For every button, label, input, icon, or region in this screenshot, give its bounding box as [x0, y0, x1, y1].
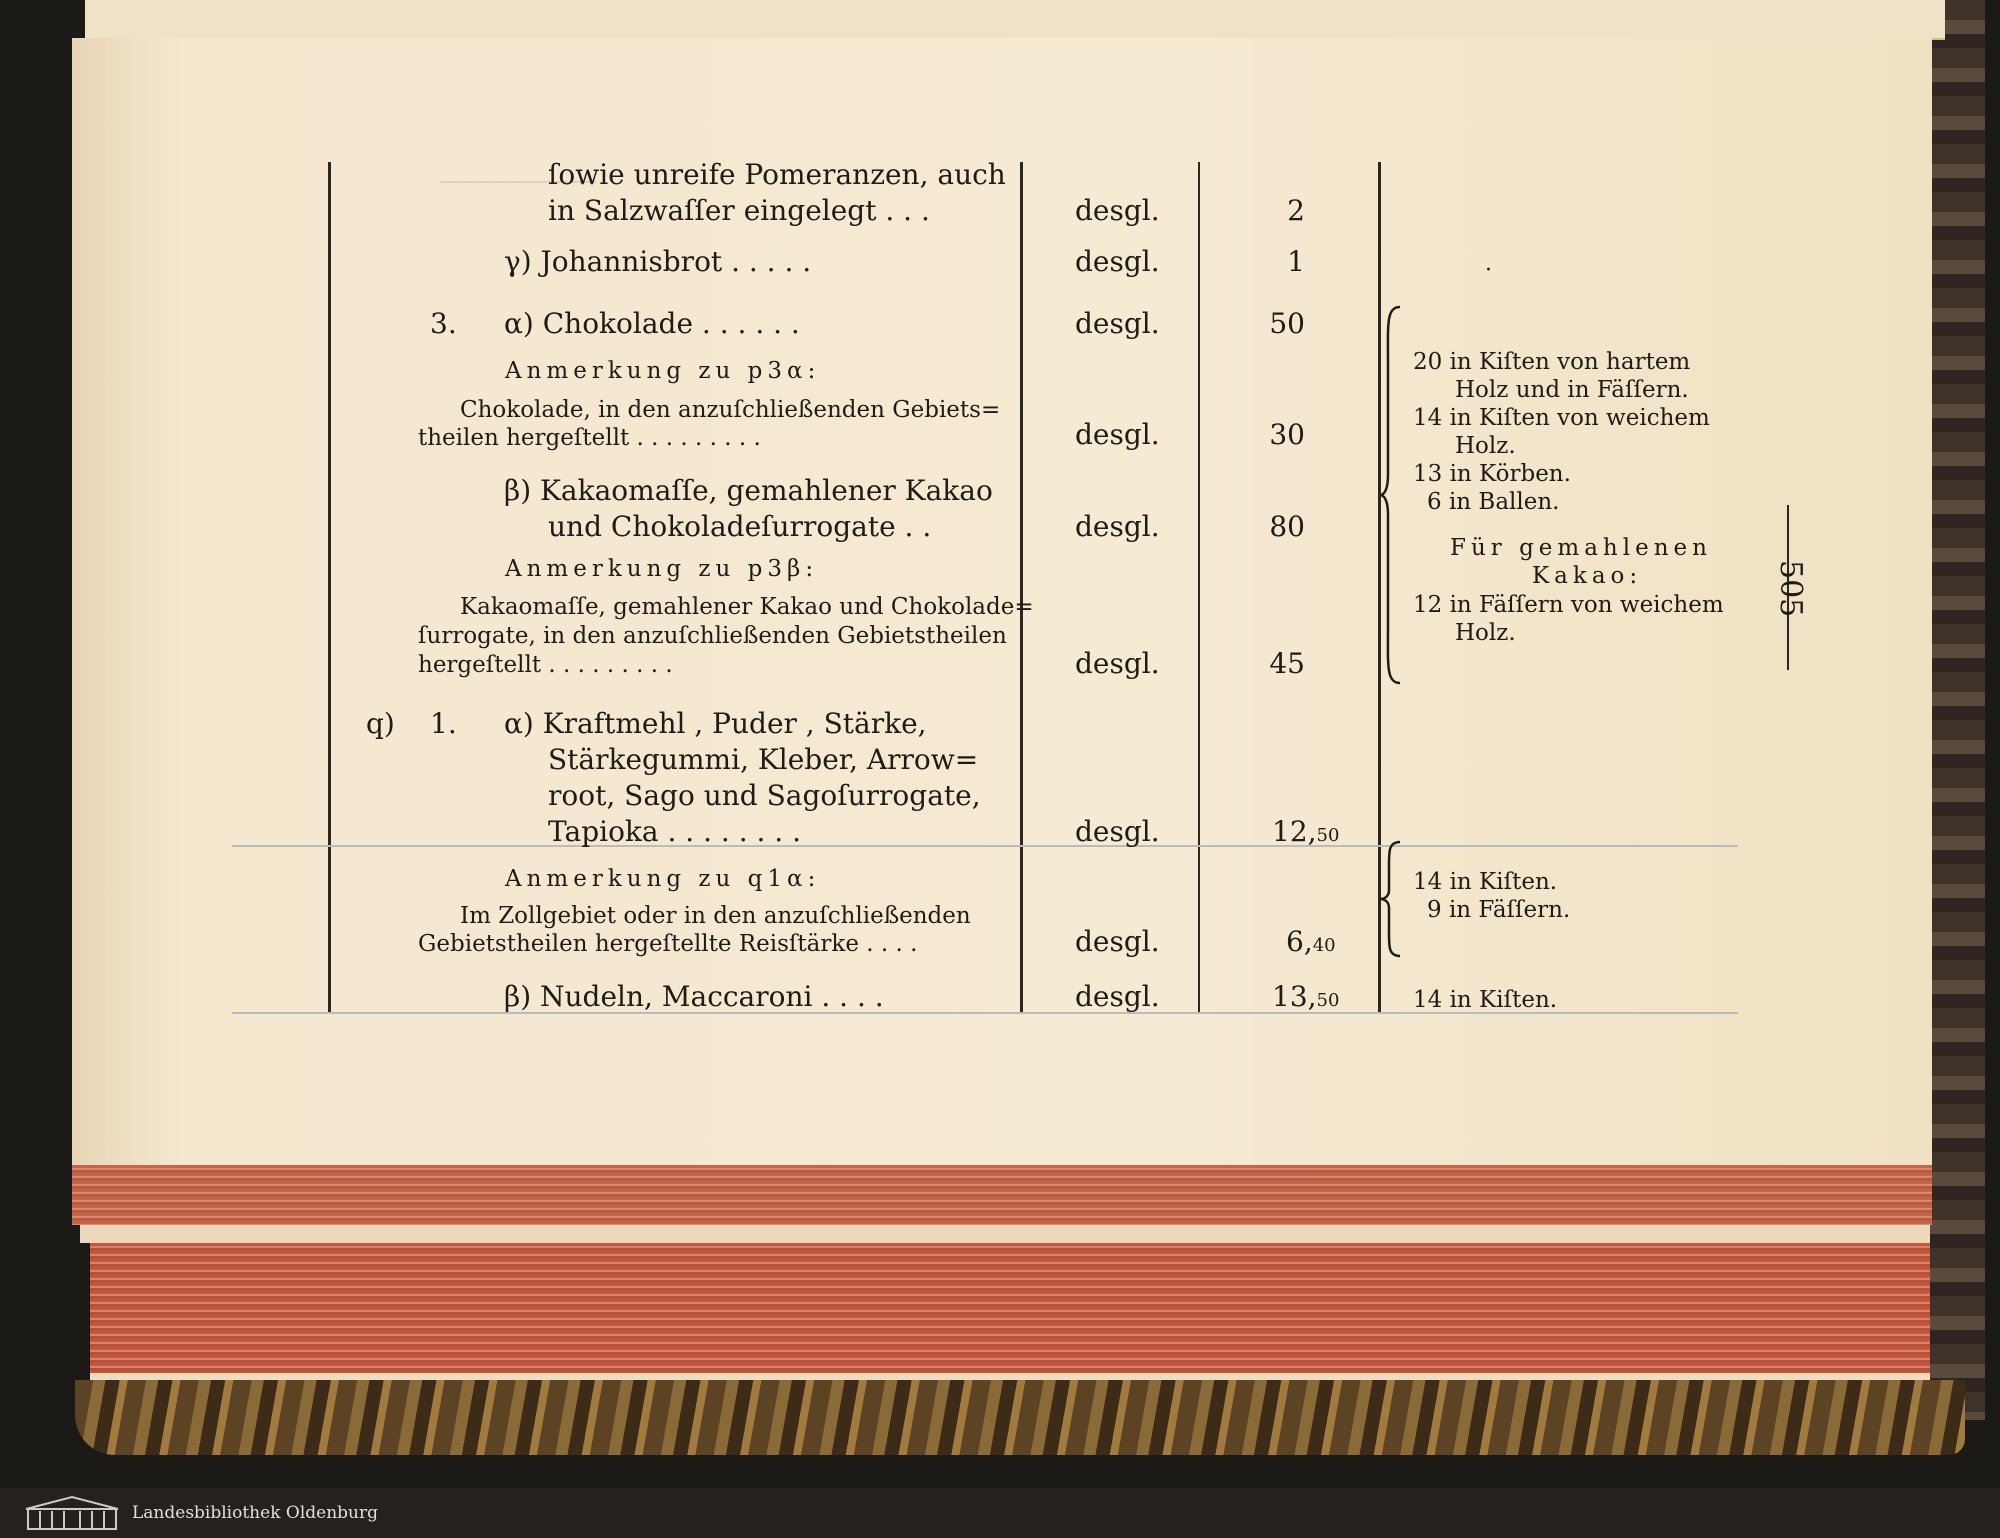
page-edges-bottom [90, 1243, 1930, 1383]
packaging-heading: Kakao: [1532, 563, 1643, 589]
duty-value: 45 [1269, 647, 1305, 680]
note-text: hergeſtellt . . . . . . . . . [418, 652, 673, 678]
item-text: in Salzwaſſer eingelegt . . . [548, 194, 930, 227]
book-cover-edge [1930, 0, 1985, 1420]
packaging-note: 6 in Ballen. [1427, 489, 1560, 515]
packaging-note: 14 in Kiſten. [1413, 869, 1558, 895]
footer-bar [0, 1488, 2000, 1538]
column-rule-unit [1020, 162, 1023, 1012]
packaging-note: Holz. [1455, 433, 1516, 459]
item-text: und Chokoladeſurrogate . . [548, 510, 932, 543]
page-edges-gap [80, 1225, 1930, 1243]
unit-cell: desgl. [1075, 245, 1160, 278]
unit-cell: desgl. [1075, 510, 1160, 543]
page-edges-top [72, 1165, 1932, 1225]
duty-value: 1 [1287, 245, 1305, 278]
unit-cell: desgl. [1075, 307, 1160, 340]
library-building-icon [22, 1495, 122, 1531]
duty-value: 50 [1269, 307, 1305, 340]
stray-dot: · [1485, 258, 1492, 283]
marbled-cover [75, 1380, 1965, 1455]
item-text: γ) Johannisbrot . . . . . [504, 245, 812, 278]
note-text: Gebietstheilen hergeſtellte Reisſtärke . . . . [418, 931, 918, 957]
left-rule [328, 162, 331, 1012]
packaging-note: 14 in Kiſten von weichem [1413, 405, 1710, 431]
duty-value: 6,40 [1286, 925, 1336, 958]
item-text: α) Chokolade . . . . . . [504, 307, 800, 340]
item-text: root, Sago und Sagoſurrogate, [548, 779, 981, 812]
note-heading: Anmerkung zu p3β: [505, 556, 819, 582]
note-text: Kakaomaſſe, gemahlener Kakao und Chokolade= [460, 594, 1034, 620]
duty-value: 30 [1269, 418, 1305, 451]
brace-icon [1378, 840, 1410, 958]
previous-page-edge [85, 0, 1945, 40]
packaging-note: 9 in Fäſſern. [1427, 897, 1571, 923]
item-text: β) Nudeln, Maccaroni . . . . [504, 980, 884, 1013]
packaging-note: 20 in Kiſten von hartem [1413, 349, 1691, 375]
item-text: β) Kakaomaſſe, gemahlener Kakao [504, 474, 993, 507]
note-heading: Anmerkung zu q1α: [505, 866, 821, 892]
note-text: ſurrogate, in den anzuſchließenden Gebietstheilen [418, 623, 1007, 649]
packaging-note: 14 in Kiſten. [1413, 987, 1558, 1013]
note-heading: Anmerkung zu p3α: [505, 358, 821, 384]
item-text: ſowie unreife Pomeranzen, auch [548, 158, 1006, 191]
note-text: Chokolade, in den anzuſchließenden Gebiets= [460, 397, 1001, 423]
unit-cell: desgl. [1075, 815, 1160, 848]
packaging-note: 12 in Fäſſern von weichem [1413, 592, 1724, 618]
packaging-note: Holz und in Fäſſern. [1455, 377, 1689, 403]
note-text: Im Zollgebiet oder in den anzuſchließenden [460, 903, 971, 929]
packaging-note: 13 in Körben. [1413, 461, 1571, 487]
item-number: 3. [430, 307, 457, 340]
reverse-side-rule [232, 845, 1738, 847]
unit-cell: desgl. [1075, 980, 1160, 1013]
duty-value: 2 [1287, 194, 1305, 227]
section-letter: q) [366, 707, 395, 740]
brace-icon [1378, 305, 1410, 685]
unit-cell: desgl. [1075, 925, 1160, 958]
duty-value: 80 [1269, 510, 1305, 543]
unit-cell: desgl. [1075, 647, 1160, 680]
packaging-heading: Für gemahlenen [1450, 535, 1712, 561]
bleed-through-text: ────────── [440, 168, 597, 198]
note-text: theilen hergeſtellt . . . . . . . . . [418, 425, 761, 451]
unit-cell: desgl. [1075, 418, 1160, 451]
item-text: α) Kraftmehl , Puder , Stärke, [504, 707, 927, 740]
item-number: 1. [430, 707, 457, 740]
packaging-note: Holz. [1455, 620, 1516, 646]
item-text: Stärkegummi, Kleber, Arrow= [548, 743, 979, 776]
library-name: Landesbibliothek Oldenburg [132, 1503, 379, 1523]
item-text: Tapioka . . . . . . . . [548, 815, 801, 848]
duty-value: 12,50 [1272, 815, 1340, 848]
unit-cell: desgl. [1075, 194, 1160, 227]
duty-value: 13,50 [1272, 980, 1340, 1013]
column-rule-value [1198, 162, 1200, 1012]
page-number: 505 [1773, 560, 1808, 618]
